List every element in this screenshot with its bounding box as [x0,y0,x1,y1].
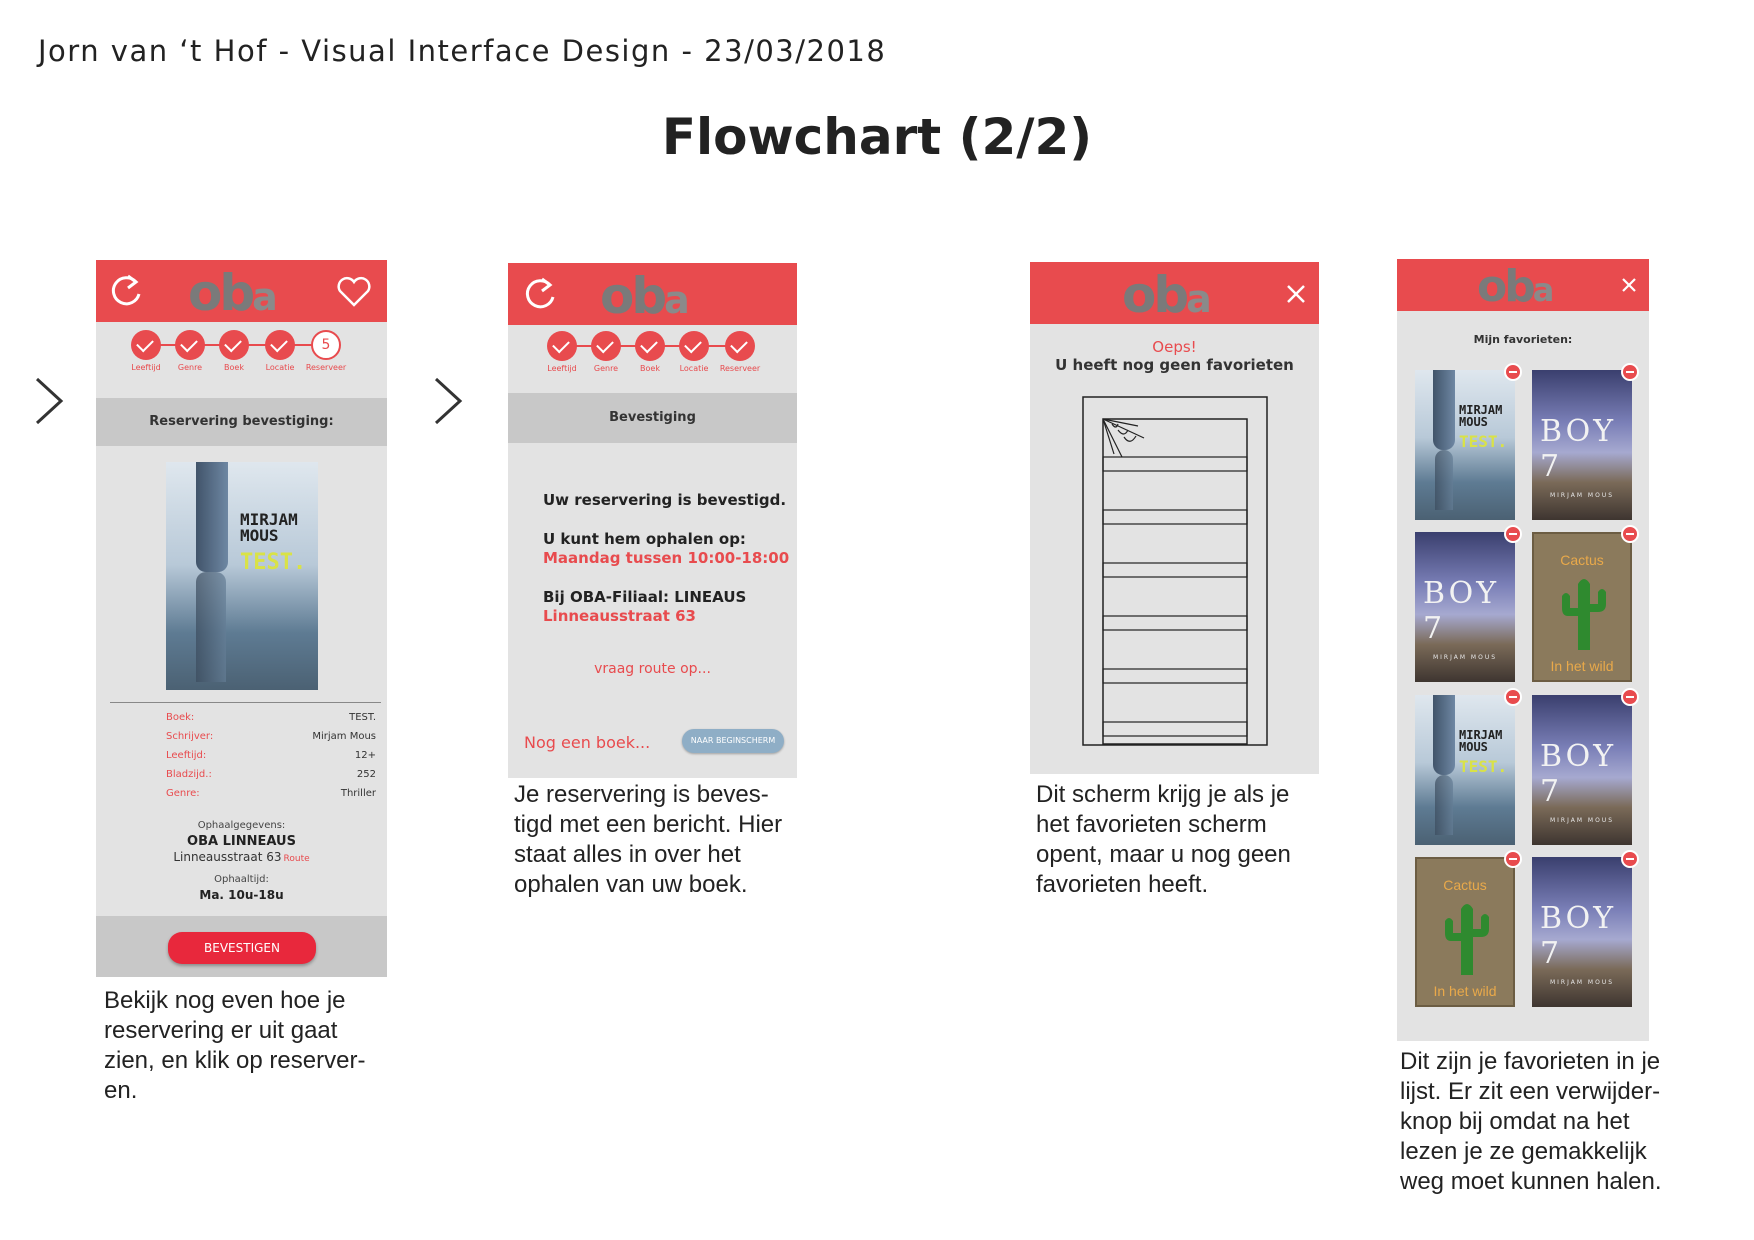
close-icon[interactable] [1621,277,1637,293]
branch-heading: Bij OBA-Filiaal: LINEAUS [543,588,747,606]
step-indicator [508,331,797,391]
step-leeftijd[interactable]: Leeftijd [124,330,168,372]
author-line: Jorn van ‘t Hof - Visual Interface Design - 23/03/2018 [38,34,887,68]
pickup-heading: U kunt hem ophalen op: [543,530,746,548]
top-bar [1030,262,1319,324]
section-header: Reservering bevestiging: [96,398,387,446]
caption-screen2: Je reservering is beves-tigd met een bericht. Hier staat alles in over het ophalen van uw boek. [514,781,783,898]
time-label: Ophaaltijd: [214,874,269,885]
top-bar [96,260,387,322]
screen-favorites [1397,259,1649,1041]
refresh-icon[interactable] [524,275,558,313]
oba-logo: oba [1477,261,1552,312]
top-bar [1397,259,1649,311]
oops-text: Oeps! [1152,338,1197,356]
pickup-time: Maandag tussen 10:00-18:00 [543,549,790,567]
favorite-book-cover[interactable]: MIRJAM MOUS TEST. [1415,695,1515,845]
favorite-book-cover[interactable]: Cactus In het wild [1532,532,1632,682]
remove-favorite-button[interactable] [1621,688,1639,706]
pickup-address: Linneausstraat 63 Route [173,850,310,864]
cactus-icon [1443,899,1491,975]
step-reserveer[interactable]: Reserveer [718,331,762,373]
step-boek[interactable]: Boek [628,331,672,373]
favorite-book-cover[interactable]: BOY 7 MIRJAM MOUS [1532,857,1632,1007]
step-reserveer[interactable]: 5 Reserveer [304,330,348,372]
step-indicator [96,330,387,390]
remove-favorite-button[interactable] [1504,850,1522,868]
home-button[interactable]: NAAR BEGINSCHERM [682,729,784,753]
remove-favorite-button[interactable] [1621,525,1639,543]
favorite-book-cover[interactable]: Cactus In het wild [1415,857,1515,1007]
caption-screen4: Dit zijn je favorieten in je lijst. Er zit een verwijder-knop bij omdat na het lezen je ze gemakkelijk weg moet kunnen halen. [1400,1048,1662,1195]
favorite-book-cover[interactable]: MIRJAM MOUS TEST. [1415,370,1515,520]
heart-icon[interactable] [336,276,372,308]
favorite-book-cover[interactable]: BOY 7 MIRJAM MOUS [1532,695,1632,845]
step-locatie[interactable]: Locatie [258,330,302,372]
divider [110,702,381,703]
screen-confirmation [508,263,797,778]
time-value: Ma. 10u-18u [199,888,284,902]
confirmed-text: Uw reservering is bevestigd. [543,491,787,509]
cactus-icon [1560,574,1608,650]
remove-favorite-button[interactable] [1621,850,1639,868]
empty-shelf-illustration [1082,396,1268,746]
step-leeftijd[interactable]: Leeftijd [540,331,584,373]
oba-logo: oba [188,264,275,322]
refresh-icon[interactable] [110,272,144,310]
top-bar [508,263,797,325]
caption-screen3: Dit scherm krijg je als je het favorieten scherm opent, maar u nog geen favorieten heeft. [1036,781,1291,898]
chevron-right-icon [34,377,64,425]
favorite-book-cover[interactable]: BOY 7 MIRJAM MOUS [1532,370,1632,520]
section-header: Bevestiging [508,393,797,443]
favorite-book-cover[interactable]: BOY 7 MIRJAM MOUS [1415,532,1515,682]
book-cover: MIRJAM MOUS TEST. [166,462,318,690]
pickup-label: Ophaalgegevens: [197,820,286,831]
route-link[interactable]: Route [283,854,310,864]
oba-logo: oba [600,267,687,325]
route-link[interactable]: vraag route op... [594,661,711,677]
screen-reservation-confirm: oba Leeftijd Genre Boek Locatie 5 Reserveer Reservering bevestiging: MIRJAM MOUS TEST. Boek: TEST. Schrijver: Mirjam Mous Leeftijd: 12+ Bladzijd.: 252 Genre: Thriller Ophaalgegevens: OBA LINNEAUS Linneausstraat 63 Route Ophaaltijd: Ma. 10u-18u BEVESTIGEN [96,260,387,977]
another-book-link[interactable]: Nog een boek... [524,733,651,752]
step-locatie[interactable]: Locatie [672,331,716,373]
empty-message: U heeft nog geen favorieten [1055,356,1294,374]
step-boek[interactable]: Boek [212,330,256,372]
remove-favorite-button[interactable] [1504,525,1522,543]
screen-no-favorites [1030,262,1319,774]
oba-logo: oba [1122,266,1209,324]
branch-address: Linneausstraat 63 [543,607,696,625]
caption-screen1: Bekijk nog even hoe je reservering er uit gaat zien, en klik op reserver-en. [104,987,366,1104]
step-genre[interactable]: Genre [584,331,628,373]
pickup-branch: OBA LINNEAUS [187,834,296,849]
page-title: Flowchart (2/2) [661,108,1093,166]
chevron-right-icon [433,377,463,425]
remove-favorite-button[interactable] [1621,363,1639,381]
favorites-heading: Mijn favorieten: [1473,333,1573,346]
remove-favorite-button[interactable] [1504,363,1522,381]
remove-favorite-button[interactable] [1504,688,1522,706]
confirm-button[interactable]: BEVESTIGEN [168,932,316,964]
step-genre[interactable]: Genre [168,330,212,372]
close-icon[interactable] [1286,284,1306,304]
